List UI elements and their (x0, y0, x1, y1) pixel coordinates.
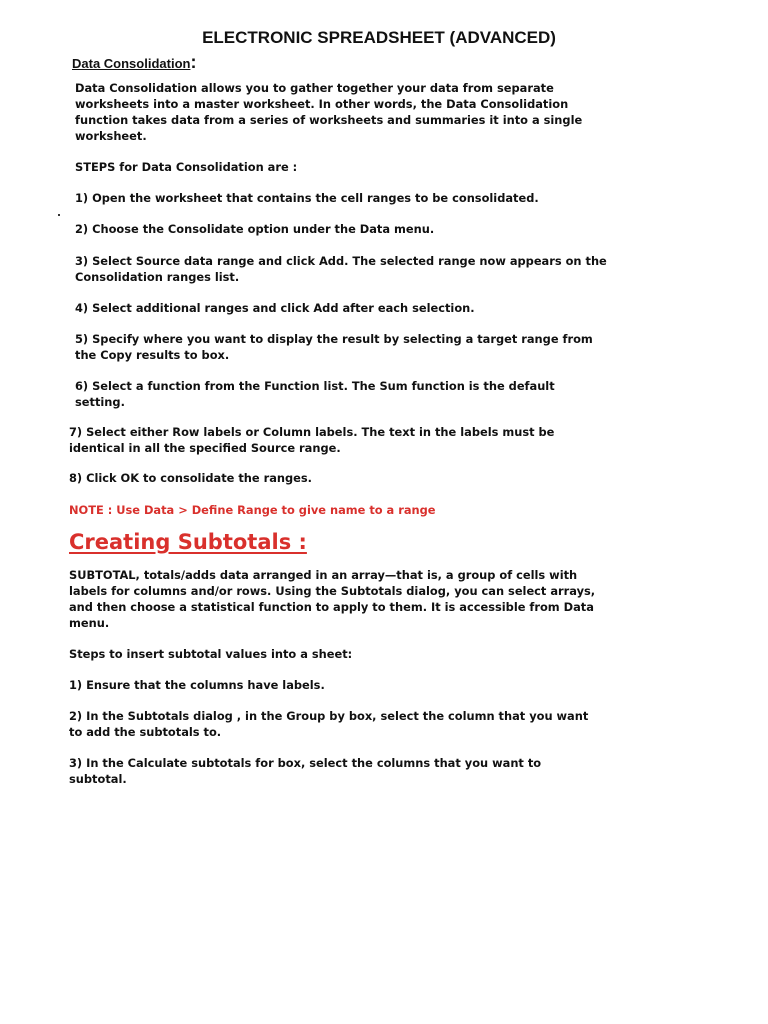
consolidation-step-6: 6) Select a function from the Function list. The Sum function is the default setting. (75, 379, 555, 409)
consolidation-step-3: 3) Select Source data range and click Add. The selected range now appears on the Consolidation ranges list. (75, 254, 607, 284)
subtotals-step-1: 1) Ensure that the columns have labels. (69, 678, 325, 692)
stray-mark (58, 214, 60, 216)
consolidation-steps-heading: STEPS for Data Consolidation are : (75, 160, 298, 174)
subtotals-step-3: 3) In the Calculate subtotals for box, select the columns that you want to subtotal. (69, 756, 542, 786)
subtotals-intro: SUBTOTAL, totals/adds data arranged in an array—that is, a group of cells with labels for columns and/or rows. Using the Subtotals dialog, you can select arrays, and then choose a statistical function to apply to them. It is accessible from Data menu. (69, 568, 596, 630)
creating-subtotals-heading: Creating Subtotals : (69, 530, 307, 554)
consolidation-step-1: 1) Open the worksheet that contains the cell ranges to be consolidated. (75, 191, 539, 205)
consolidation-step-2: 2) Choose the Consolidate option under the Data menu. (75, 222, 435, 236)
consolidation-step-7: 7) Select either Row labels or Column labels. The text in the labels must be identical in all the specified Source range. (69, 425, 555, 455)
consolidation-step-8: 8) Click OK to consolidate the ranges. (69, 471, 312, 485)
consolidation-step-4: 4) Select additional ranges and click Add after each selection. (75, 301, 475, 315)
data-consolidation-heading-text: Data Consolidation (72, 56, 191, 71)
define-range-note: NOTE : Use Data > Define Range to give name to a range (69, 503, 436, 517)
subtotals-steps-heading: Steps to insert subtotal values into a sheet: (69, 647, 353, 661)
document-title: ELECTRONIC SPREADSHEET (ADVANCED) (202, 28, 556, 47)
heading-colon: : (190, 52, 197, 72)
subtotals-step-2: 2) In the Subtotals dialog , in the Group by box, select the column that you want to add the subtotals to. (69, 709, 589, 739)
data-consolidation-heading (72, 52, 196, 73)
consolidation-step-5: 5) Specify where you want to display the result by selecting a target range from the Copy results to box. (75, 332, 593, 362)
consolidation-intro: Data Consolidation allows you to gather together your data from separate worksheets into a master worksheet. In other words, the Data Consolidation function takes data from a series of worksheets and summaries it into a single worksheet. (75, 81, 583, 143)
